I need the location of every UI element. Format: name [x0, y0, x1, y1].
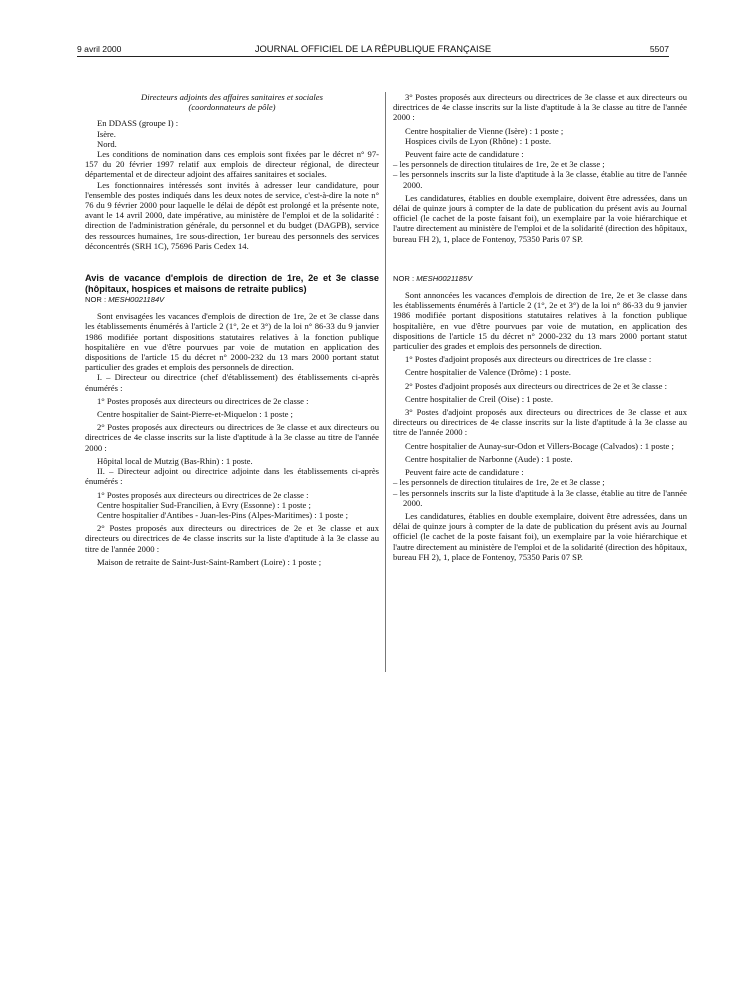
section-ii-item-3: 3° Postes proposés aux directeurs ou directrices de 3e classe et aux directeurs ou directrices de 4e classe inscrits sur la liste d'aptitude à la 3e classe au titre de l'année 2000 : [393, 92, 687, 123]
section-ii-item-3-post-b: Hospices civils de Lyon (Rhône) : 1 poste. [405, 135, 552, 146]
section-i-item-1-post: Centre hospitalier de Saint-Pierre-et-Miquelon : 1 poste ; [97, 409, 293, 420]
candidature-list [393, 159, 687, 190]
adjoint-item-3: 3° Postes d'adjoint proposés aux directeurs ou directrices de 3e classe et aux directeurs ou directrices de 4e classe inscrits sur la liste d'aptitude à la 3e classe au titre de l'année 2000 : [393, 407, 687, 438]
right-column [393, 92, 687, 562]
section-i-item-2: 2° Postes proposés aux directeurs ou directrices de 3e classe et aux directeurs ou directrices de 4e classe inscrits sur la liste d'aptitude à la 3e classe au titre de l'année 2000 : [85, 422, 379, 453]
section-ii-item-1: 1° Postes proposés aux directeurs ou directrices de 2e classe : [97, 489, 309, 500]
adjoint-item-1-post: Centre hospitalier de Valence (Drôme) : 1 poste. [405, 367, 571, 378]
header-page-number: 5507 [649, 44, 669, 54]
section-ii-item-2-post: Maison de retraite de Saint-Just-Saint-Rambert (Loire) : 1 poste ; [97, 556, 322, 567]
section-subtitle-note: (coordonnateurs de pôle) [188, 102, 276, 113]
avis-title: Avis de vacance d'emplois de direction de 1re, 2e et 3e classe (hôpitaux, hospices et maisons de retraite publics) [85, 273, 379, 295]
section-i-item-2-post: Hôpital local de Mutzig (Bas-Rhin) : 1 poste. [97, 455, 253, 466]
nor-label: NOR : [85, 295, 107, 305]
section-ii-heading: II. – Directeur adjoint ou directrice adjointe dans les établissements ci-après énumérés : [85, 466, 379, 487]
section-ii-item-1-post-b: Centre hospitalier d'Antibes - Juan-les-Pins (Alpes-Maritimes) : 1 poste ; [97, 509, 348, 520]
section-i-heading: I. – Directeur ou directrice (chef d'établissement) des établissements ci-après énumérés : [85, 372, 379, 393]
dept-nord: Nord. [97, 138, 117, 149]
nor-reference [85, 295, 379, 305]
column-divider [385, 92, 386, 672]
candidature-list-2 [393, 477, 687, 508]
conditions-paragraph: Les conditions de nomination dans ces emplois sont fixées par le décret n° 97-157 du 20 février 1997 relatif aux emplois de directeur régional, de directeur départemental et de directeur adjoint des affaires sanitaires et sociales. [85, 149, 379, 180]
adjoint-item-1: 1° Postes d'adjoint proposés aux directeurs ou directrices de 1re classe : [405, 354, 652, 365]
section-i-item-1: 1° Postes proposés aux directeurs ou directrices de 2e classe : [97, 395, 309, 406]
candidature-item: – les personnels inscrits sur la liste d'aptitude à la 3e classe, établie au titre de l'année 2000. [393, 169, 687, 190]
nor-code: MESH0021185V [416, 273, 473, 283]
adjoint-item-2: 2° Postes d'adjoint proposés aux directeurs ou directrices de 2e et 3e classe : [405, 380, 668, 391]
section-ii-item-1-post-a: Centre hospitalier Sud-Francilien, à Evry (Essonne) : 1 poste ; [97, 499, 311, 510]
candidature-item: – les personnels inscrits sur la liste d'aptitude à la 3e classe, établie au titre de l'année 2000. [393, 487, 687, 508]
adjoint-item-3-post-b: Centre hospitalier de Narbonne (Aude) : 1 poste. [405, 453, 573, 464]
ddass-line: En DDASS (groupe I) : [97, 118, 179, 129]
section-subtitle: Directeurs adjoints des affaires sanitaires et sociales [141, 92, 323, 102]
header-date: 9 avril 2000 [77, 44, 122, 54]
candidatures-paragraph-2: Les candidatures, établies en double exemplaire, doivent être adressées, dans un délai de quinze jours à compter de la date de publication du présent avis au Journal officiel (le cachet de la poste faisant foi), un exemplaire par la voie hiérarchique et l'autre directement au ministère de l'emploi et de la solidarité (direction des hôpitaux, bureau FH 2), 1, place de Fontenoy, 75350 Paris 07 SP. [393, 510, 687, 562]
dept-isere: Isère. [97, 128, 116, 139]
adjoint-item-2-post: Centre hospitalier de Creil (Oise) : 1 poste. [405, 393, 553, 404]
page-header [77, 42, 669, 56]
nor-code: MESH0021184V [108, 295, 165, 305]
nor-label: NOR : [393, 273, 415, 283]
left-column [85, 92, 379, 567]
candidature-item: – les personnels de direction titulaires de 1re, 2e et 3e classe ; [393, 477, 605, 488]
envisagees-paragraph: Sont envisagées les vacances d'emplois de direction de 1re, 2e et 3e classe dans les établissements énumérés à l'article 2 (1°, 2e et 3°) de la loi n° 86-33 du 9 janvier 1986 modifiée portant dispositions statutaires relatives à la fonction publique hospitalière en vue d'être pourvues par voie de mutation en application des dispositions de l'article 15 du décret n° 2000-232 du 13 mars 2000 portant statut particulier des grades et emplois des personnels de direction. [85, 311, 379, 373]
nor-reference-2 [393, 274, 687, 284]
header-rule [77, 56, 669, 57]
section-ii-item-2: 2° Postes proposés aux directeurs ou directrices de 2e et 3e classe et aux directeurs ou directrices de 4e classe inscrits sur la liste d'aptitude à la 3e classe au titre de l'année 2000 : [85, 523, 379, 554]
header-journal-title: JOURNAL OFFICIEL DE LA RÉPUBLIQUE FRANÇAISE [254, 43, 492, 54]
candidature-intro: Peuvent faire acte de candidature : [405, 149, 524, 160]
candidature-paragraph: Les fonctionnaires intéressés sont invités à adresser leur candidature, pour l'ensemble des postes indiqués dans les deux notes de service, c'est-à-dire la note n° 76 du 9 février 2000 pour laquelle le délai de dépôt est prolongé et la présente note, avant le 14 avril 2000, date impérative, au ministère de l'emploi et de la solidarité : direction de l'administration générale, du personnel et du budget (DAGPB), service des ressources humaines, 1re sous-direction, 1er bureau des personnels des services déconcentrés (SRH 1C), 75696 Paris Cedex 14. [85, 179, 379, 251]
candidature-item: – les personnels de direction titulaires de 1re, 2e et 3e classe ; [393, 159, 605, 170]
candidatures-paragraph: Les candidatures, établies en double exemplaire, doivent être adressées, dans un délai de quinze jours à compter de la date de publication du présent avis au Journal officiel (le cachet de la poste faisant foi), un exemplaire par la voie hiérarchique et l'autre directement au ministère de l'emploi et de la solidarité (direction des hôpitaux, bureau FH 2), 1, place de Fontenoy, 75350 Paris 07 SP. [393, 192, 687, 244]
section-ii-item-3-post-a: Centre hospitalier de Vienne (Isère) : 1 poste ; [405, 125, 564, 136]
adjoint-item-3-post-a: Centre hospitalier de Aunay-sur-Odon et Villers-Bocage (Calvados) : 1 poste ; [405, 440, 674, 451]
candidature-intro-2: Peuvent faire acte de candidature : [405, 467, 524, 478]
annoncees-paragraph: Sont annoncées les vacances d'emplois de direction de 1re, 2e et 3e classe dans les établissements énumérés à l'article 2 (1°, 2e et 3°) de la loi n° 86-33 du 9 janvier 1986 modifiée portant dispositions statutaires relatives à la fonction publique hospitalière, en vue d'être pourvues par voie de mutation, en application des dispositions de l'article 15 du décret n° 2000-232 du 13 mars 2000 portant statut particulier des grades et emplois des personnels de direction. [393, 290, 687, 352]
